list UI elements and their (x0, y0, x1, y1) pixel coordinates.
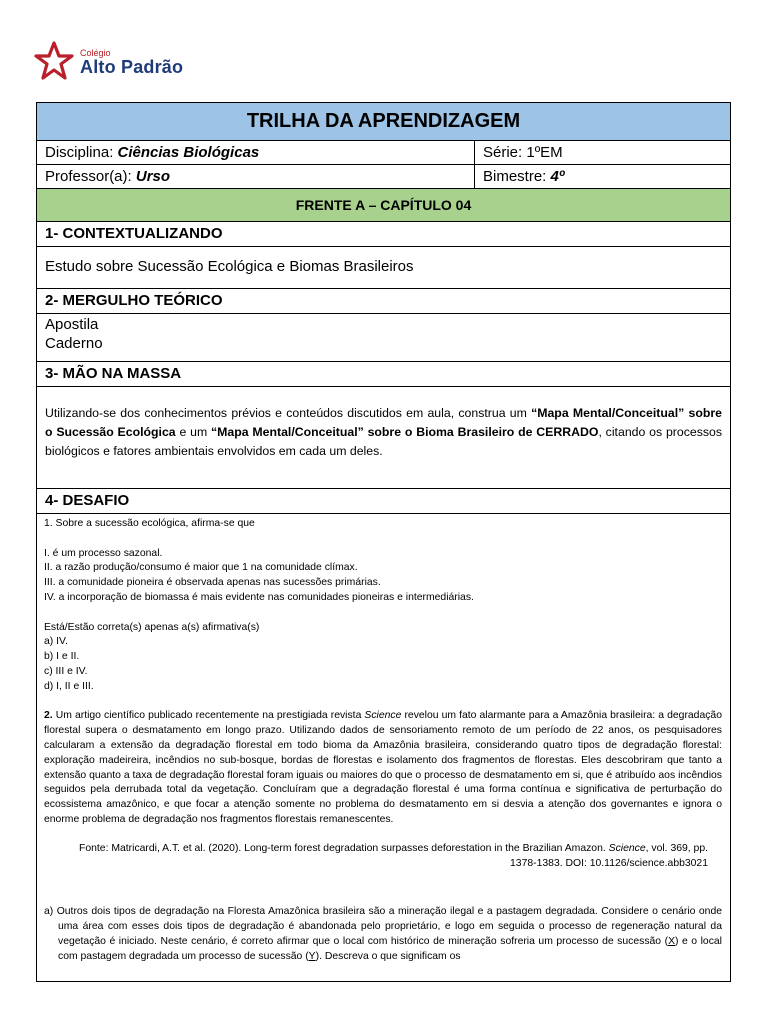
option: a) IV. (44, 636, 68, 648)
option: d) I, II e III. (44, 680, 94, 692)
front-heading: FRENTE A – CAPÍTULO 04 (37, 189, 730, 222)
worksheet (36, 102, 731, 982)
question-1-prompt: Está/Estão correta(s) apenas a(s) afirmativa(s) (44, 621, 260, 633)
question-2-text-a: Um artigo científico publicado recentemente na prestigiada revista (52, 710, 365, 722)
ref-text-b: , vol. 369, pp. 1378-1383. DOI: 10.1126/science.abb3021 (510, 842, 708, 869)
question-2 (44, 709, 722, 827)
massa-bold-1: “Mapa Mental/Conceitual” sobre o Sucessão Ecológica (45, 406, 722, 439)
question-2-journal: Science (364, 710, 402, 722)
discipline-label: Disciplina: (45, 144, 118, 161)
question-2-number: 2. (44, 710, 53, 722)
discipline-row (37, 141, 730, 165)
bimester-label: Bimestre: (483, 168, 551, 185)
logo-small-text: Colégio (80, 48, 111, 58)
section-2-body (37, 314, 730, 362)
massa-text-3: , citando os processos biológicos e fatores ambientais envolvidos em cada um deles. (45, 425, 722, 458)
question-1: 1. Sobre a sucessão ecológica, afirma-se que (44, 518, 255, 529)
teacher-row (37, 165, 730, 189)
massa-text-2: e um (175, 425, 211, 439)
bimester-value: 4º (550, 168, 565, 185)
serie-label: Série: (483, 144, 527, 161)
option: b) I e II. (44, 651, 80, 663)
qa-text-c: ). Descreva o que significam os (315, 950, 461, 962)
question-2a (44, 905, 722, 964)
ref-journal: Science (608, 842, 646, 854)
bimester-cell (475, 165, 730, 188)
teacher-label: Professor(a): (45, 168, 136, 185)
statement: I. é um processo sazonal. (44, 547, 163, 559)
statement: III. a comunidade pioneira é observada apenas nas sucessões primárias. (44, 577, 381, 589)
ref-text-a: Fonte: Matricardi, A.T. et al. (2020). Long-term forest degradation surpasses deforestation in the Brazilian Amazon. (79, 842, 609, 854)
discipline-cell (37, 141, 475, 164)
section-2-heading: 2- MERGULHO TEÓRICO (37, 289, 730, 314)
material-item: Caderno (45, 335, 103, 352)
star-logo-icon (34, 40, 74, 82)
serie-value: 1ºEM (526, 144, 563, 161)
section-1-body: Estudo sobre Sucessão Ecológica e Biomas Brasileiros (37, 247, 730, 289)
statement: II. a razão produção/consumo é maior que 1 na comunidade clímax. (44, 562, 358, 574)
source-reference (44, 842, 722, 872)
teacher-cell (37, 165, 475, 188)
question-2-text-b: revelou um fato alarmante para a Amazônia brasileira: a degradação florestal supera o desmatamento em longo prazo. Utilizando dados de sensoriamento remoto de um período de 22 anos, os pesquisadores calcularam a extensão da degradação florestal em todo bioma da Amazônia brasileira, considerando quatro tipos de degradação florestal: exploração madeireira, incêndios no sub-bosque, bordas de florestas e isolamento dos fragmentos de florestas. Eles descobriram que tanto a extensão quanto a taxa de degradação florestal foram iguais ou maiores do que o processo de desmatamento em si, que é atribuído aos incêndios seguidos pela derrubada total da vegetação. Concluíram que a degradação florestal é uma forma contínua e significativa de perturbação do ecossistema amazônico, e que focar a atenção somente no problema do desmatamento em si desvia a atenção dos governantes e ignora o enorme problema de degradação nos fragmentos florestais remanescentes. (44, 710, 722, 825)
section-4-heading: 4- DESAFIO (37, 489, 730, 514)
qa-text-b: ) e o local com pastagem degradada um processo de sucessão ( (58, 935, 722, 962)
logo-big-text: Alto Padrão (80, 57, 184, 77)
option: c) III e IV. (44, 665, 88, 677)
massa-text-1: Utilizando-se dos conhecimentos prévios e conteúdos discutidos em aula, construa um (45, 406, 532, 420)
massa-bold-2: “Mapa Mental/Conceitual” sobre o Bioma Brasileiro de CERRADO (211, 425, 599, 439)
teacher-value: Urso (135, 168, 171, 185)
section-3-body (37, 387, 730, 489)
section-4-body (37, 514, 730, 965)
section-1-heading: 1- CONTEXTUALIZANDO (37, 222, 730, 247)
qa-blank-x: X (668, 935, 675, 947)
discipline-value: Ciências Biológicas (117, 144, 260, 161)
qa-text-a: a) Outros dois tipos de degradação na Floresta Amazônica brasileira são a mineração ilegal e a pastagem degradada. Considere o cenário onde uma área com esses dois tipos de degradação é abandonada pelo proprietário, e logo em seguida o processo de regeneração natural da vegetação é iniciado. Neste cenário, é correto afirmar que o local com histórico de mineração sofreria um processo de sucessão ( (44, 906, 722, 947)
statement: IV. a incorporação de biomassa é mais evidente nas comunidades pioneiras e intermediárias. (44, 591, 474, 603)
material-item: Apostila (45, 316, 99, 333)
school-logo (34, 40, 194, 82)
qa-blank-y: Y (308, 950, 316, 962)
serie-cell (475, 141, 730, 164)
page-title: TRILHA DA APRENDIZAGEM (37, 103, 730, 141)
section-3-heading: 3- MÃO NA MASSA (37, 362, 730, 387)
